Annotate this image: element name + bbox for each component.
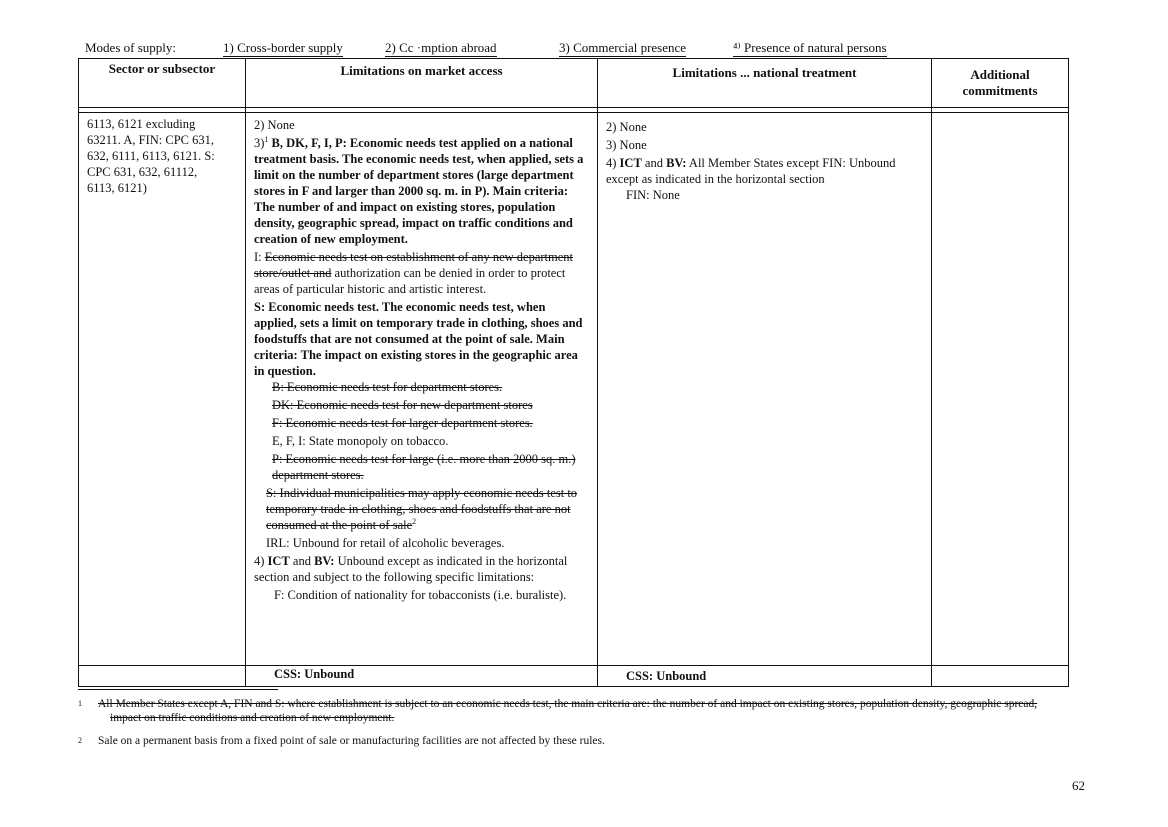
- mode-1: 1) Cross-border supply: [223, 40, 343, 55]
- mode-3: 3) Commercial presence: [559, 40, 687, 55]
- page-number: 62: [1072, 778, 1085, 793]
- market-strike-dk: DK: Economic needs test for new department stores: [272, 398, 533, 412]
- market-sweden: S: Economic needs test. The economic needs test, when applied, sets a limit on temporary trade in clothing, shoes and foodstuffs that are not consumed at the point of sale. Main criteria: The impact on existing stores in the geographic area in question.: [254, 300, 583, 378]
- modes-label: Modes of supply:: [85, 40, 176, 55]
- market-mode-2: 2) None: [254, 118, 295, 132]
- market-france-tobacco: F: Condition of nationality for tobacconists (i.e. buraliste).: [274, 588, 567, 602]
- mode-4: ⁴⁾ Presence of natural persons: [733, 40, 887, 55]
- market-strike-p: P: Economic needs test for large (i.e. more than 2000 sq. m.) department stores.: [272, 452, 576, 482]
- footnote-2: 2 Sale on a permanent basis from a fixed point of sale or manufacturing facilities are not affected by these rules.: [78, 735, 605, 747]
- national-mode-4: 4) ICT and BV: All Member States except FIN: Unbound except as indicated in the horizontal section: [606, 156, 896, 186]
- footnote-1: 1 All Member States except A, FIN and S: where establishment is subject to an economic needs test, the main criteria are: the number of and impact on existing stores, population density, geographic spread, impact on traffic conditions and creation of new employment.: [78, 698, 1038, 724]
- additional-commitments-cell: [932, 113, 1069, 666]
- national-fin: FIN: None: [626, 188, 680, 202]
- national-mode-3: 3) None: [606, 138, 647, 152]
- national-css: CSS: Unbound: [598, 666, 932, 687]
- market-mode-3: 3)$^1$ B, DK, F, I, P: Economic needs test applied on a national treatment basis. The economic needs test, when applied, sets a limit on the number of department stores (large department stores in F and larger than 2000 sq. m. in P). Main criteria: The number of and impact on existing stores, population density, geographic spread, impact on traffic conditions and creation of new employment.: [254, 134, 584, 246]
- national-mode-2: 2) None: [606, 120, 647, 134]
- header-market-access: Limitations on market access: [246, 59, 598, 108]
- table-row: [79, 113, 1069, 666]
- table-row: [79, 666, 1069, 687]
- header-sector: Sector or subsector: [79, 59, 246, 108]
- market-css: CSS: Unbound: [246, 666, 598, 687]
- market-italy: I: Economic needs test on establishment of any new department store/outlet and authorization can be denied in order to protect areas of particular historic and artistic interest.: [254, 250, 574, 296]
- market-efi: E, F, I: State monopoly on tobacco.: [272, 434, 449, 448]
- footnote-divider: [78, 689, 278, 690]
- market-strike-s: S: Individual municipalities may apply economic needs test to temporary trade in clothing, shoes and foodstuffs that are not consumed at the point of sale$^2$: [266, 486, 578, 532]
- modes-of-supply: [85, 40, 925, 58]
- market-strike-b: B: Economic needs test for department stores.: [272, 380, 503, 394]
- commitments-table: [78, 58, 1069, 687]
- market-mode-4: 4) ICT and BV: Unbound except as indicated in the horizontal section and subject to the following specific limitations:: [254, 554, 568, 584]
- sector-cell: 6113, 6121 excluding 63211. A, FIN: CPC 631, 632, 6111, 6113, 6121. S: CPC 631, 632, 61112, 6113, 6121): [79, 113, 246, 666]
- market-irl: IRL: Unbound for retail of alcoholic beverages.: [266, 536, 505, 550]
- table-header-row: [79, 59, 1069, 108]
- market-strike-f: F: Economic needs test for larger department stores.: [272, 416, 533, 430]
- mode-2: 2) Cc ·mption abroad: [385, 40, 497, 55]
- header-additional-commitments: Additional commitments: [932, 59, 1069, 108]
- market-access-cell: [246, 113, 598, 666]
- national-treatment-cell: [598, 113, 932, 666]
- header-national-treatment: Limitations ... national treatment: [598, 59, 932, 108]
